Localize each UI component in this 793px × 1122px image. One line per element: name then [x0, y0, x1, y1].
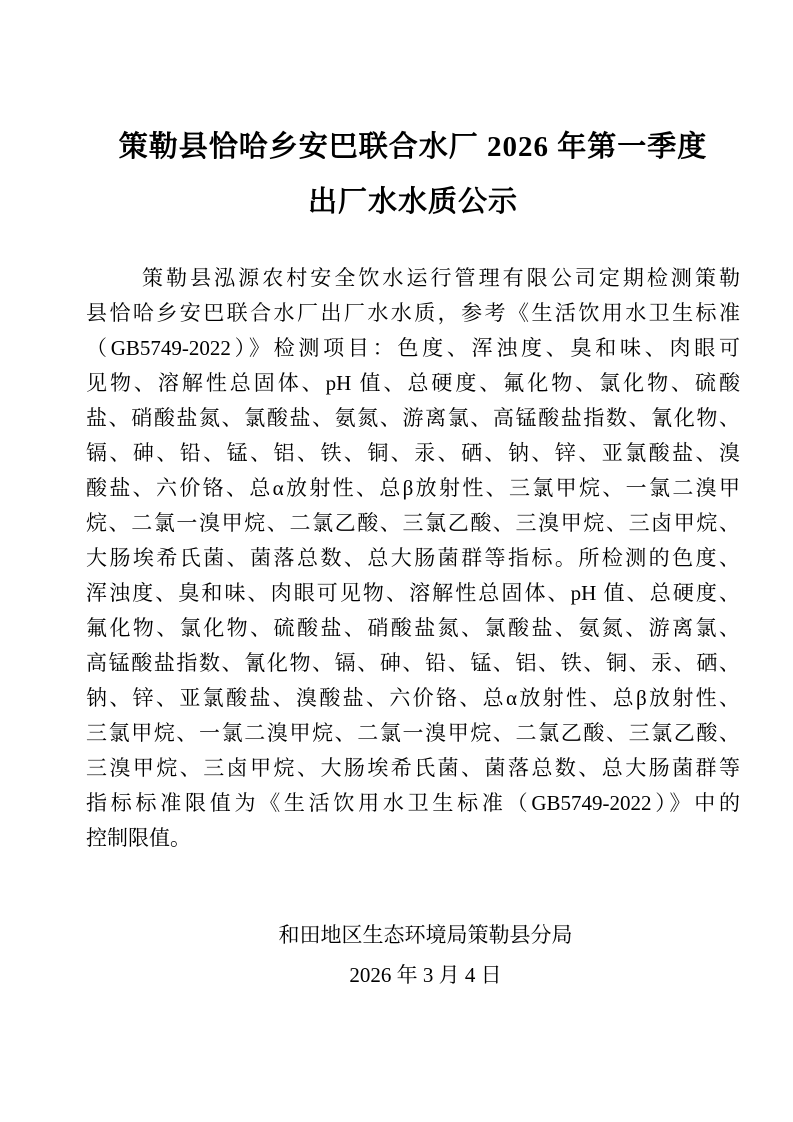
body-line: 酸盐、六价铬、总α放射性、总β放射性、三氯甲烷、一氯二溴甲	[86, 476, 740, 500]
title-line-1: 策勒县恰哈乡安巴联合水厂 2026 年第一季度	[118, 131, 708, 163]
body-line: 镉、砷、铅、锰、铝、铁、铜、汞、硒、钠、锌、亚氯酸盐、溴	[86, 441, 740, 465]
body-line: 见物、溶解性总固体、pH 值、总硬度、氟化物、氯化物、硫酸	[86, 371, 740, 395]
title-line-2: 出厂水水质公示	[307, 186, 518, 218]
body-line: 钠、锌、亚氯酸盐、溴酸盐、六价铬、总α放射性、总β放射性、	[86, 686, 740, 710]
body-line: 大肠埃希氏菌、菌落总数、总大肠菌群等指标。所检测的色度、	[86, 546, 740, 570]
body-line: 策勒县泓源农村安全饮水运行管理有限公司定期检测策勒	[142, 266, 740, 290]
body-line: 指标标准限值为《生活饮用水卫生标准（GB5749-2022）》中的	[86, 791, 740, 815]
signature-block	[86, 915, 740, 995]
signature-org: 和田地区生态环境局策勒县分局	[278, 923, 573, 947]
body-line: 盐、硝酸盐氮、氯酸盐、氨氮、游离氯、高锰酸盐指数、氰化物、	[86, 406, 740, 430]
body-line: 氟化物、氯化物、硫酸盐、硝酸盐氮、氯酸盐、氨氮、游离氯、	[86, 616, 740, 640]
body-line: 浑浊度、臭和味、肉眼可见物、溶解性总固体、pH 值、总硬度、	[86, 581, 740, 605]
body-line: 控制限值。	[86, 826, 191, 850]
signature-date: 2026 年 3 月 4 日	[349, 963, 502, 987]
body-paragraph	[86, 261, 740, 856]
body-line: （GB5749-2022）》检测项目：色度、浑浊度、臭和味、肉眼可	[86, 336, 740, 360]
body-line: 三氯甲烷、一氯二溴甲烷、二氯一溴甲烷、二氯乙酸、三氯乙酸、	[86, 721, 740, 745]
body-line: 高锰酸盐指数、氰化物、镉、砷、铅、锰、铝、铁、铜、汞、硒、	[86, 651, 740, 675]
body-line: 三溴甲烷、三卤甲烷、大肠埃希氏菌、菌落总数、总大肠菌群等	[86, 756, 740, 780]
document-title	[86, 120, 740, 230]
body-line: 县恰哈乡安巴联合水厂出厂水水质，参考《生活饮用水卫生标准	[86, 301, 740, 325]
body-line: 烷、二氯一溴甲烷、二氯乙酸、三氯乙酸、三溴甲烷、三卤甲烷、	[86, 511, 740, 535]
